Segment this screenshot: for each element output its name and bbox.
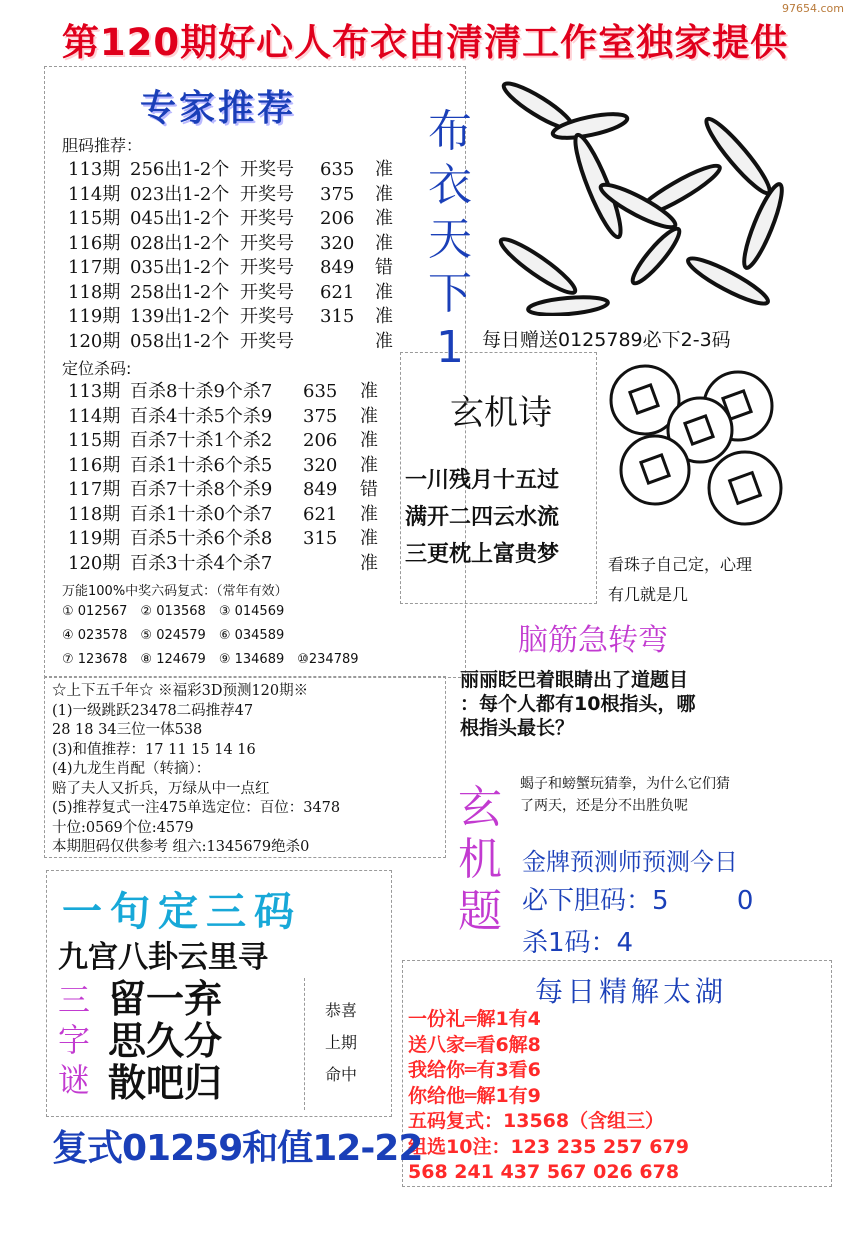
poem-line: 满开二四云水流 bbox=[405, 505, 560, 530]
dan-period: 113期 bbox=[68, 159, 121, 180]
kill-row bbox=[68, 552, 398, 577]
six-code-row: ⑦ 123678 ⑧ 124679 ⑨ 134689 ⑩234789 bbox=[62, 652, 359, 667]
xuanji-question bbox=[520, 773, 730, 817]
dan-label-open: 开奖号 bbox=[240, 257, 294, 278]
kill-row bbox=[68, 503, 398, 528]
six-code-row: ① 012567 ② 013568 ③ 014569 bbox=[62, 604, 285, 619]
dan-label-open: 开奖号 bbox=[240, 208, 294, 229]
sanzi-word: 留一弃 bbox=[108, 977, 223, 1021]
kill-period: 119期 bbox=[68, 528, 121, 549]
buyi-vertical-text: 布衣天下1 bbox=[428, 106, 472, 373]
dan-period: 115期 bbox=[68, 208, 121, 229]
kill-period: 120期 bbox=[68, 552, 121, 574]
dan-table bbox=[68, 158, 398, 354]
dan-pick: 035出1-2个 bbox=[130, 257, 230, 278]
coins-image bbox=[600, 358, 800, 548]
rope-pattern-image bbox=[478, 66, 808, 316]
forecast-line: (1)一级跳跃23478二码推荐47 bbox=[52, 702, 254, 719]
kill-result: 准 bbox=[360, 454, 378, 476]
dan-result: 错 bbox=[375, 257, 393, 278]
forecast-line: 十位:0569个位:4579 bbox=[52, 819, 194, 836]
kill-pick: 百杀4十杀5个杀9 bbox=[130, 405, 273, 427]
kill-row bbox=[68, 527, 398, 552]
forecast-line: (5)推荐复式一注475单选定位：百位：3478 bbox=[52, 800, 341, 816]
sanzi-side-char: 字 bbox=[58, 1021, 91, 1059]
kill-row bbox=[68, 454, 398, 479]
dan-row bbox=[68, 158, 398, 183]
pearl-note-line: 有几就是几 bbox=[608, 585, 689, 604]
dan-period: 114期 bbox=[68, 183, 121, 205]
dan-result: 准 bbox=[375, 159, 393, 180]
dan-period: 117期 bbox=[68, 257, 121, 278]
kill-row bbox=[68, 478, 398, 503]
kill-label: 定位杀码: bbox=[62, 359, 132, 378]
forecast-line: 赔了夫人又折兵，万绿从中一点红 bbox=[52, 780, 270, 797]
kill-number: 206 bbox=[303, 430, 338, 451]
kill-period: 114期 bbox=[68, 405, 121, 427]
kill-result: 准 bbox=[360, 381, 378, 402]
kill-period: 117期 bbox=[68, 479, 121, 500]
dan-row bbox=[68, 256, 398, 281]
poem-line: 三更枕上富贵梦 bbox=[405, 542, 560, 567]
forecast-line: (4)九龙生肖配（转摘）： bbox=[52, 761, 211, 777]
kill-result: 准 bbox=[360, 430, 378, 451]
dan-period: 120期 bbox=[68, 330, 121, 352]
kill-result: 准 bbox=[360, 528, 378, 549]
six-label: 万能100%中奖六码复式：（常年有效） bbox=[62, 584, 288, 599]
taihu-line: 一份礼═解1有4 bbox=[408, 1008, 541, 1030]
pearl-note bbox=[608, 550, 752, 610]
kill-number: 849 bbox=[303, 479, 338, 500]
dan-number: 315 bbox=[320, 306, 355, 327]
kill-number: 635 bbox=[303, 381, 338, 402]
six-codes bbox=[62, 600, 392, 672]
dan-result: 准 bbox=[375, 330, 393, 352]
dan-number: 375 bbox=[320, 183, 355, 205]
kill-pick: 百杀7十杀8个杀9 bbox=[130, 479, 273, 500]
congrats-line: 恭喜 bbox=[325, 1001, 358, 1020]
taihu-title: 每日精解太湖 bbox=[535, 975, 728, 1008]
riddle-title: 脑筋急转弯 bbox=[518, 623, 668, 658]
kill-period: 116期 bbox=[68, 454, 121, 476]
taihu-line: 五码复式：13568（含组三） bbox=[408, 1110, 665, 1132]
sanma-phrase: 九宫八卦云里寻 bbox=[58, 940, 268, 975]
kill-pick: 百杀7十杀1个杀2 bbox=[130, 430, 273, 451]
xuanji-vertical: 玄机题 bbox=[458, 782, 502, 937]
six-code-row: ④ 023578 ⑤ 024579 ⑥ 034589 bbox=[62, 628, 285, 643]
sanzi-mi-side bbox=[58, 980, 98, 1100]
kill-result: 准 bbox=[360, 552, 378, 574]
kill-pick: 百杀3十杀4个杀7 bbox=[130, 552, 273, 574]
dan-period: 116期 bbox=[68, 232, 121, 254]
kill-row bbox=[68, 429, 398, 454]
dan-period: 118期 bbox=[68, 281, 121, 303]
dan-number: 849 bbox=[320, 257, 355, 278]
forecast-block bbox=[52, 682, 340, 858]
dan-row bbox=[68, 207, 398, 232]
kill-one-label: 杀1码： bbox=[522, 928, 617, 958]
forecast-line: ☆上下五千年☆ ※福彩3D预测120期※ bbox=[52, 683, 309, 699]
kill-line bbox=[522, 922, 633, 959]
dan-pick: 058出1-2个 bbox=[130, 330, 230, 352]
dan-result: 准 bbox=[375, 306, 393, 327]
kill-number: 375 bbox=[303, 405, 338, 427]
dan-pick: 139出1-2个 bbox=[130, 306, 230, 327]
sanzi-side-char: 谜 bbox=[58, 1061, 91, 1099]
kill-number: 621 bbox=[303, 503, 338, 525]
dan-result: 准 bbox=[375, 281, 393, 303]
poem-line: 一川残月十五过 bbox=[405, 468, 560, 493]
dan-label-open: 开奖号 bbox=[240, 281, 294, 303]
kill-pick: 百杀5十杀6个杀8 bbox=[130, 528, 273, 549]
xuanji-question-line: 了两天，还是分不出胜负呢 bbox=[520, 798, 688, 814]
sanzi-word: 散吧归 bbox=[108, 1061, 223, 1105]
dan-result: 准 bbox=[375, 208, 393, 229]
kill-table bbox=[68, 380, 398, 576]
kill-pick: 百杀1十杀0个杀7 bbox=[130, 503, 273, 525]
sanzi-word: 思久分 bbox=[108, 1019, 223, 1063]
sanma-title: 一句定三码 bbox=[62, 889, 302, 935]
dan-label-open: 开奖号 bbox=[240, 232, 294, 254]
congrats-line: 命中 bbox=[325, 1065, 358, 1084]
site-watermark: 97654.com bbox=[782, 2, 844, 15]
poem-lines bbox=[405, 462, 559, 573]
dan-number: 206 bbox=[320, 208, 355, 229]
poem-title: 玄机诗 bbox=[450, 393, 552, 433]
taihu-line: 组选10注：123 235 257 679 bbox=[408, 1135, 689, 1158]
dan-label-open: 开奖号 bbox=[240, 183, 294, 205]
kill-number: 315 bbox=[303, 528, 338, 549]
xuanji-question-line: 蝎子和螃蟹玩猜拳，为什么它们猜 bbox=[520, 776, 730, 792]
kill-row bbox=[68, 405, 398, 430]
must-line bbox=[522, 880, 753, 917]
pearl-note-line: 看珠子自己定，心理 bbox=[608, 555, 753, 574]
kill-pick: 百杀8十杀9个杀7 bbox=[130, 381, 273, 402]
riddle-line: 根指头最长？ bbox=[460, 717, 575, 739]
daily-gift: 每日赠送0125789必下2-3码 bbox=[482, 329, 731, 351]
sanzi-words bbox=[108, 978, 222, 1104]
dan-pick: 028出1-2个 bbox=[130, 232, 230, 254]
dan-pick: 256出1-2个 bbox=[130, 159, 230, 180]
dan-pick: 258出1-2个 bbox=[130, 281, 230, 303]
dan-number: 621 bbox=[320, 281, 355, 303]
forecast-line: (3)和值推荐：17 11 15 14 16 bbox=[52, 741, 256, 758]
fushi-line: 复式01259和值12-22 bbox=[52, 1128, 423, 1169]
taihu-line: 568 241 437 567 026 678 bbox=[408, 1161, 680, 1183]
expert-heading: 专家推荐 bbox=[140, 88, 297, 129]
riddle-text bbox=[460, 668, 695, 740]
kill-period: 118期 bbox=[68, 503, 121, 525]
congrats-text bbox=[325, 995, 357, 1091]
dan-row bbox=[68, 183, 398, 208]
must-b: 0 bbox=[736, 886, 754, 916]
kill-period: 115期 bbox=[68, 430, 121, 451]
taihu-line: 我给你═有3看6 bbox=[408, 1059, 541, 1081]
dan-number: 635 bbox=[320, 159, 355, 180]
kill-number: 320 bbox=[303, 454, 338, 476]
dan-row bbox=[68, 232, 398, 257]
taihu-line: 你给他═解1有9 bbox=[408, 1084, 541, 1107]
forecast-line: 28 18 34三位一体538 bbox=[52, 722, 203, 738]
dan-pick: 045出1-2个 bbox=[130, 208, 230, 229]
dan-label-open: 开奖号 bbox=[240, 306, 294, 327]
riddle-line: ：每个人都有10根指头，哪 bbox=[460, 693, 696, 715]
dan-label: 胆码推荐： bbox=[62, 136, 143, 155]
dan-number: 320 bbox=[320, 232, 355, 254]
dan-result: 准 bbox=[375, 183, 393, 205]
kill-result: 准 bbox=[360, 503, 378, 525]
must-a: 5 bbox=[652, 886, 669, 916]
dan-row bbox=[68, 281, 398, 306]
congrats-line: 上期 bbox=[325, 1033, 358, 1052]
gold-title: 金牌预测师预测今日 bbox=[522, 848, 738, 876]
kill-result: 错 bbox=[360, 479, 378, 500]
kill-pick: 百杀1十杀6个杀5 bbox=[130, 454, 273, 476]
dan-period: 119期 bbox=[68, 306, 121, 327]
kill-result: 准 bbox=[360, 405, 378, 427]
dan-result: 准 bbox=[375, 232, 393, 254]
kill-period: 113期 bbox=[68, 381, 121, 402]
taihu-line: 送八家═看6解8 bbox=[408, 1033, 541, 1056]
riddle-line: 丽丽眨巴着眼睛出了道题目 bbox=[460, 669, 689, 691]
dan-pick: 023出1-2个 bbox=[130, 183, 230, 205]
must-label: 必下胆码： bbox=[522, 886, 653, 916]
dan-label-open: 开奖号 bbox=[240, 159, 294, 180]
kill-one-value: 4 bbox=[616, 928, 634, 958]
sanzi-side-char: 三 bbox=[58, 981, 91, 1019]
dan-label-open: 开奖号 bbox=[240, 330, 294, 352]
dan-row bbox=[68, 330, 398, 355]
page-title: 第120期好心人布衣由清清工作室独家提供 bbox=[61, 21, 789, 64]
dan-row bbox=[68, 305, 398, 330]
forecast-line: 本期胆码仅供参考 组六:1345679绝杀0 bbox=[52, 839, 310, 855]
kill-row bbox=[68, 380, 398, 405]
taihu-lines bbox=[408, 1007, 689, 1186]
